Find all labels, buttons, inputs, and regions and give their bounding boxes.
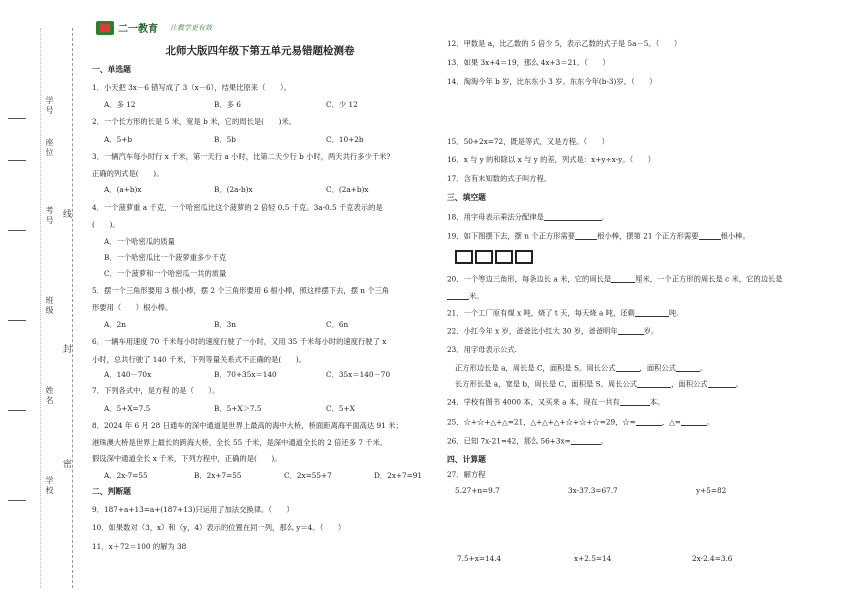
question-text: 6．一辆车用速度 70 千米每小时的速度行驶了一小时，又用 35 千米每小时的速度行驶了 x — [92, 337, 387, 346]
question-text: 形要用（ ）根小棒。 — [92, 303, 173, 312]
page-title: 北师大版四年级下第五单元易错题检测卷 — [165, 45, 355, 57]
question-stem: 根小棒，摆第 21 个正方形需要 — [597, 231, 699, 241]
equation: 2x-2.4=3.6 — [692, 554, 733, 563]
question-text — [447, 437, 608, 445]
question-stem: 厘米，一个正方形的周长是 c 米，它的边长是 — [635, 274, 783, 284]
option: C．一个菠萝和一个哈密瓜一共的质量 — [104, 269, 227, 278]
question-text: 8．2024 年 6 月 28 日通车的深中通道是世界上最高的海中大桥，桥面距离海平面高达 91 米； — [92, 421, 403, 430]
question-text: 18．用字母表示乘法分配律是 . — [447, 212, 605, 222]
option: B．5+X＞7.5 — [214, 404, 262, 413]
equation: y+5=82 — [696, 486, 727, 495]
option: C．(2a+b)x — [326, 185, 369, 194]
section-heading: 四、计算题 — [447, 455, 486, 464]
question-stem: 21．一个工厂原有煤 x 吨，烧了 t 天，每天烧 a 吨，还剩 — [447, 308, 635, 318]
question-text: 12．甲数是 a，比乙数的 5 倍少 5，表示乙数的式子是 5a－5。（ ） — [447, 39, 682, 48]
square-shape — [455, 250, 473, 264]
question-stem: 本。 — [649, 397, 665, 407]
option: A．2n — [104, 320, 126, 329]
option: D．2x+7=91 — [374, 471, 423, 480]
answer-blank[interactable] — [447, 292, 469, 300]
bind-mark-line: 线 — [63, 205, 72, 222]
margin-label-class: 班级 — [45, 296, 54, 316]
logo-text: 二一教育 — [118, 24, 158, 35]
option: A．2x-7=55 — [104, 471, 148, 480]
bind-mark-secret: 密 — [63, 455, 72, 472]
slogan: 让教学更有效 — [170, 24, 212, 32]
answer-blank[interactable] — [636, 418, 662, 426]
question-text: 5．摆一个三角形要用 3 根小棒，摆 2 个三角形要用 6 根小棒，照这样摆下去，摆 n 个三角 — [92, 286, 390, 295]
question-text: 7．下列各式中，是方程 的是（ ）。 — [92, 386, 220, 395]
question-stem: 20．一个等边三角形，每条边长 a 米，它的周长是 — [447, 274, 612, 284]
option: B．5b — [214, 135, 236, 144]
cut-line — [72, 28, 73, 588]
question-text: 3．一辆汽车每小时行 x 千米，第一天行 a 小时，比第二天少行 b 小时，两天共行多少千米? — [92, 152, 391, 161]
option: B．多 6 — [214, 100, 241, 109]
question-text: 27．解方程 — [447, 470, 486, 479]
equation: 3x-37.3=67.7 — [568, 486, 618, 495]
question-stem: ，面积公式 — [671, 379, 708, 389]
option: B．(2a-b)x — [214, 185, 253, 194]
question-text: 14．淘淘今年 b 岁，比东东小 3 岁。东东今年(b-3)岁。（ ） — [447, 77, 657, 86]
answer-blank[interactable] — [699, 232, 721, 240]
question-stem: 。 — [706, 417, 715, 427]
logo-mark-icon — [96, 21, 114, 35]
question-stem: 正方形边长是 a，周长是 C，面积是 S。周长公式 — [455, 363, 616, 373]
question-text: 港珠澳大桥是世界上最长的跨海大桥，全长 55 千米，是深中通道全长的 2 倍还多 7 千米。 — [92, 438, 388, 447]
question-text: 15．50+2x=72，既是等式，又是方程。（ ） — [447, 137, 609, 146]
answer-blank[interactable] — [618, 327, 644, 335]
answer-blank[interactable] — [708, 380, 736, 388]
option: B．2x+7=55 — [194, 471, 242, 480]
question-text: ( )。 — [92, 220, 120, 229]
question-stem: 22．小红今年 x 岁，爸爸比小红大 30 岁，爸爸明年 — [447, 326, 618, 336]
question-text — [447, 232, 750, 240]
fill-line — [8, 410, 26, 411]
fill-line — [8, 230, 26, 231]
option: C．10+2b — [326, 135, 364, 144]
equation: 7.5+x=14.4 — [457, 554, 502, 563]
question-stem: 24．学校有图书 4000 本，又买来 a 本，现在一共有 — [447, 397, 620, 407]
question-text: 4．一个菠萝重 a 千克，一个哈密瓜比这个菠萝的 2 倍轻 0.5 千克。3a-0.5 千克表示的是 — [92, 203, 383, 212]
section-heading: 一、单选题 — [92, 65, 131, 74]
question-text: 1．小天把 3x－6 错写成了 3（x－6），结果比原来（ ）。 — [92, 83, 291, 92]
option: B．70+35x＝140 — [214, 370, 277, 379]
question-text — [455, 380, 743, 388]
question-text — [455, 364, 707, 372]
question-text: 小时，总共行驶了 140 千米，下列等量关系式不正确的是( )。 — [92, 355, 306, 364]
fill-line — [8, 320, 26, 321]
option: B．一个哈密瓜比一个菠萝重多少千克 — [104, 253, 227, 262]
question-stem: 吨. — [668, 308, 679, 318]
answer-blank[interactable] — [616, 364, 640, 372]
question-text: 23．用字母表示公式. — [447, 345, 517, 354]
fill-line — [8, 160, 26, 161]
margin-label-school: 学校 — [45, 476, 54, 496]
question-text: 2．一个长方形的长是 5 米，宽是 b 米，它的周长是( )米。 — [92, 117, 297, 126]
question-text: 正确的列式是( )。 — [92, 169, 164, 178]
question-stem: 长方形长是 a，宽是 b，周长是 C，面积是 S。周长公式 — [455, 379, 638, 389]
option: A．一个哈密瓜的质量 — [104, 237, 175, 246]
square-sticks-figure — [455, 250, 535, 264]
question-text: 17．含有未知数的式子叫方程。 — [447, 174, 552, 183]
question-text — [447, 309, 678, 317]
question-text — [447, 292, 484, 300]
question-stem: 26．已知 7x-21=42，那么 56+3x= — [447, 436, 571, 446]
question-stem: 18．用字母表示乘法分配律是 — [447, 212, 544, 222]
option: A．5+X=7.5 — [104, 404, 151, 413]
binding-margin — [0, 0, 82, 608]
option: A．140－70x — [104, 370, 152, 379]
section-heading: 三、填空题 — [447, 193, 486, 202]
section-heading: 二、判断题 — [92, 487, 131, 496]
fill-line — [8, 500, 26, 501]
option: A．5+b — [104, 135, 132, 144]
answer-blank[interactable] — [575, 232, 597, 240]
margin-label-exam-no: 考号 — [45, 206, 54, 226]
option: A．多 12 — [104, 100, 136, 109]
answer-blank[interactable] — [635, 309, 669, 317]
square-shape — [475, 250, 493, 264]
question-stem: 。 — [735, 379, 743, 389]
question-text: 16．x 与 y 的和除以 x 与 y 的差，列式是：x+y÷x-y。（ ） — [447, 155, 656, 164]
margin-label-name: 姓名 — [45, 386, 54, 406]
question-text: 11．x＋72＝100 的解为 38 — [92, 542, 187, 551]
question-stem: 米。 — [469, 291, 484, 301]
inner-line — [40, 28, 41, 588]
answer-blank[interactable] — [620, 398, 650, 406]
answer-blank[interactable] — [676, 364, 700, 372]
margin-label-seat: 座位 — [45, 138, 54, 158]
answer-blank[interactable] — [611, 275, 635, 283]
answer-blank[interactable] — [544, 213, 602, 221]
question-stem: 根小棒。 — [720, 231, 750, 241]
square-shape — [515, 250, 533, 264]
answer-blank[interactable] — [681, 418, 707, 426]
question-stem: 岁。 — [643, 326, 659, 336]
question-text — [447, 418, 714, 426]
equation: x+2.5=14 — [574, 554, 612, 563]
option: C．35x＝140－70 — [326, 370, 391, 379]
option: C．6n — [326, 320, 349, 329]
option: B．3n — [214, 320, 237, 329]
option: C．5+X — [326, 404, 355, 413]
margin-label-student-id: 学号 — [45, 96, 54, 116]
question-text: 9．187+a+13=a+(187+13)只运用了加法交换律。（ ） — [92, 505, 294, 514]
question-text — [447, 327, 658, 335]
question-text — [447, 275, 783, 283]
fill-line — [8, 118, 26, 119]
question-stem: 。 — [700, 363, 708, 373]
question-text — [447, 398, 664, 406]
equation: 5.27+n=9.7 — [455, 486, 500, 495]
option: C．少 12 — [326, 100, 358, 109]
question-stem: 19．如下图摆下去，摆 n 个正方形需要 — [447, 231, 576, 241]
answer-blank[interactable] — [637, 380, 671, 388]
option: A．(a+b)x — [104, 185, 142, 194]
question-stem: 。 — [600, 436, 609, 446]
answer-blank[interactable] — [571, 437, 601, 445]
question-stem: 25．☆+☆+△+△=21，△+△+△+☆+☆+☆=29，☆= — [447, 417, 636, 427]
logo — [96, 20, 158, 35]
square-shape — [495, 250, 513, 264]
bind-mark-seal: 封 — [63, 340, 72, 357]
question-stem: ，△= — [661, 417, 681, 427]
question-stem: ，面积公式 — [639, 363, 677, 373]
option: C．2x=55+7 — [284, 471, 332, 480]
question-text: 假设深中通道全长 x 千米，下列方程中，正确的是( )。 — [92, 454, 282, 463]
question-text: 10．如果数对（3，x）和（y，4）表示的位置在同一列，那么 y＝4。（ ） — [92, 523, 346, 532]
question-text: 13．如果 3x+4＝19，那么 4x+3＝21。（ ） — [447, 58, 610, 67]
